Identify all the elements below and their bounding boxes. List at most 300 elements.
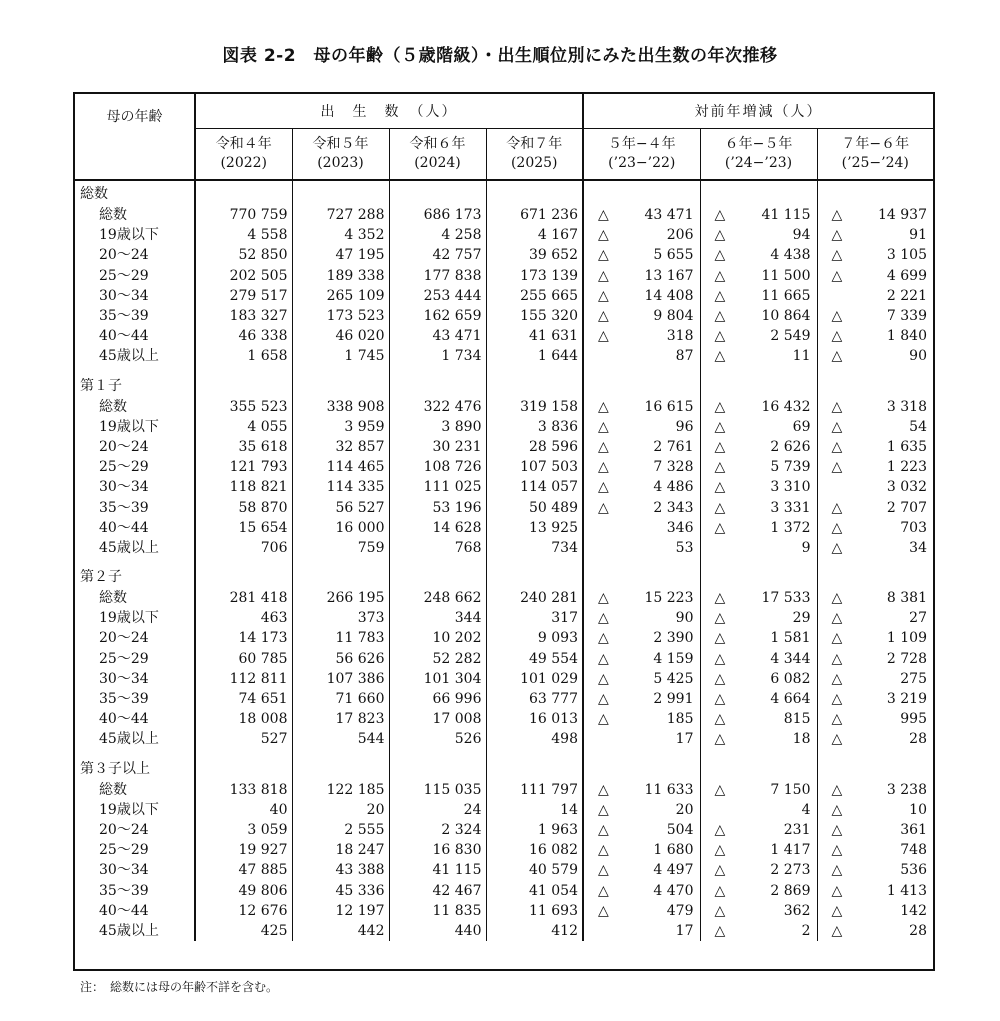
birth-count-cell: 279 517 (195, 286, 292, 306)
decrease-mark: △ (714, 630, 726, 647)
diff-value: 1 635 (886, 438, 927, 455)
decrease-mark: △ (831, 519, 843, 536)
table-row (75, 225, 933, 245)
diff-cell (817, 608, 933, 628)
diff-cell (583, 538, 700, 558)
birth-count-cell: 189 338 (292, 266, 389, 286)
diff-cell (700, 608, 817, 628)
birth-count-cell: 266 195 (292, 588, 389, 608)
birth-count-cell: 177 838 (389, 266, 486, 286)
birth-count-cell: 412 (486, 921, 583, 941)
birth-count-cell: 759 (292, 538, 389, 558)
diff-value: 185 (666, 711, 694, 728)
birth-count-cell: 3 059 (195, 820, 292, 840)
diff-cell (817, 588, 933, 608)
diff-value: 2 626 (770, 438, 811, 455)
table-row (75, 417, 933, 437)
birth-count-cell: 52 282 (389, 649, 486, 669)
table-row (75, 729, 933, 749)
decrease-mark: △ (714, 610, 726, 627)
decrease-mark: △ (831, 821, 843, 838)
diff-header: ６年−５年 (’24−’23) (700, 129, 817, 181)
diff-value: 318 (666, 328, 694, 345)
decrease-mark: △ (831, 328, 843, 345)
diff-value: 27 (909, 610, 927, 627)
decrease-mark: △ (598, 398, 609, 415)
decrease-mark: △ (598, 418, 609, 435)
diff-cell (700, 346, 817, 366)
diff-cell (583, 417, 700, 437)
birth-count-cell: 4 167 (486, 225, 583, 245)
diff-cell (583, 225, 700, 245)
decrease-mark: △ (598, 842, 609, 859)
birth-count-cell: 46 020 (292, 326, 389, 346)
diff-value: 2 728 (886, 650, 927, 667)
diff-value: 1 223 (886, 459, 927, 476)
decrease-mark: △ (831, 590, 843, 607)
diff-cell (817, 649, 933, 669)
birth-count-cell: 45 336 (292, 880, 389, 900)
diff-cell (583, 437, 700, 457)
diff-cell (700, 477, 817, 497)
decrease-mark: △ (714, 862, 726, 879)
decrease-mark: △ (714, 438, 726, 455)
row-label: 35〜39 (75, 497, 195, 517)
decrease-mark: △ (714, 842, 726, 859)
decrease-mark: △ (598, 781, 609, 798)
decrease-mark: △ (714, 418, 726, 435)
birth-count-cell: 183 327 (195, 306, 292, 326)
decrease-mark: △ (714, 590, 726, 607)
birth-count-cell: 19 927 (195, 840, 292, 860)
birth-count-cell: 4 055 (195, 417, 292, 437)
diff-cell (583, 588, 700, 608)
table-row (75, 649, 933, 669)
diff-cell (817, 497, 933, 517)
diff-cell (817, 437, 933, 457)
diff-cell (583, 266, 700, 286)
table-row (75, 709, 933, 729)
birth-count-cell: 111 797 (486, 780, 583, 800)
decrease-mark: △ (714, 821, 726, 838)
birth-count-cell: 43 471 (389, 326, 486, 346)
diff-value: 3 310 (770, 479, 811, 496)
diff-value: 1 581 (770, 630, 811, 647)
birth-count-cell: 56 626 (292, 649, 389, 669)
decrease-mark: △ (831, 267, 843, 284)
diff-cell (583, 457, 700, 477)
diff-value: 275 (900, 670, 927, 687)
diff-cell (700, 306, 817, 326)
diff-value: 16 432 (761, 398, 811, 415)
diff-cell (700, 921, 817, 941)
birth-count-cell: 42 467 (389, 880, 486, 900)
birth-count-cell: 255 665 (486, 286, 583, 306)
diff-value: 4 159 (653, 650, 694, 667)
diff-value: 4 438 (770, 247, 811, 264)
birth-count-cell: 133 818 (195, 780, 292, 800)
decrease-mark: △ (831, 348, 843, 365)
row-label: 40〜44 (75, 518, 195, 538)
diff-cell (700, 538, 817, 558)
diff-value: 41 115 (761, 207, 811, 224)
diff-cell (583, 306, 700, 326)
diff-value: 231 (783, 821, 811, 838)
page-title: 図表 2-2 母の年齢（５歳階級）・出生順位別にみた出生数の年次推移 (222, 46, 778, 66)
birth-count-cell: 463 (195, 608, 292, 628)
birth-count-cell: 2 324 (389, 820, 486, 840)
table-row (75, 346, 933, 366)
diff-value: 15 223 (644, 590, 694, 607)
row-label: 総数 (75, 205, 195, 225)
diff-value: 1 417 (770, 842, 811, 859)
birth-count-cell: 240 281 (486, 588, 583, 608)
diff-cell (817, 417, 933, 437)
table-row (75, 800, 933, 820)
decrease-mark: △ (714, 499, 726, 516)
diff-value: 8 381 (886, 590, 927, 607)
birth-count-cell: 50 489 (486, 497, 583, 517)
table-row (75, 205, 933, 225)
birth-count-cell: 107 386 (292, 669, 389, 689)
diff-value: 18 (792, 731, 811, 748)
decrease-mark: △ (714, 287, 726, 304)
decrease-mark: △ (831, 922, 843, 939)
diff-cell (583, 840, 700, 860)
diff-cell (817, 518, 933, 538)
table-row (75, 397, 933, 417)
diff-cell (700, 518, 817, 538)
age-column-header: 母の年齢 (75, 94, 195, 180)
diff-cell (583, 880, 700, 900)
birth-count-cell: 9 093 (486, 628, 583, 648)
diff-cell (817, 225, 933, 245)
diff-value: 14 937 (878, 207, 927, 224)
diff-cell (700, 669, 817, 689)
birth-count-cell: 770 759 (195, 205, 292, 225)
year-header: 令和５年 (2023) (292, 129, 389, 181)
diff-value: 2 869 (770, 882, 811, 899)
diff-cell (583, 780, 700, 800)
decrease-mark: △ (598, 479, 609, 496)
decrease-mark: △ (598, 328, 609, 345)
diff-value: 90 (909, 348, 927, 365)
birth-count-cell: 527 (195, 729, 292, 749)
year-header: 令和７年 (2025) (486, 129, 583, 181)
birth-count-cell: 14 628 (389, 518, 486, 538)
diff-value: 4 699 (886, 267, 927, 284)
diff-cell (817, 538, 933, 558)
diff-value: 346 (666, 519, 694, 536)
birth-count-cell: 248 662 (389, 588, 486, 608)
diff-cell (817, 205, 933, 225)
birth-count-cell: 101 304 (389, 669, 486, 689)
decrease-mark: △ (831, 398, 843, 415)
decrease-mark: △ (714, 691, 726, 708)
birth-count-cell: 74 651 (195, 689, 292, 709)
decrease-mark: △ (598, 308, 609, 325)
diff-value: 995 (900, 711, 927, 728)
decrease-mark: △ (598, 610, 609, 627)
diff-cell (817, 880, 933, 900)
diff-group-header: 対前年増減（人） (583, 94, 933, 129)
decrease-mark: △ (831, 207, 843, 224)
diff-cell (700, 286, 817, 306)
diff-cell (583, 245, 700, 265)
diff-value: 9 804 (653, 308, 694, 325)
decrease-mark: △ (598, 438, 609, 455)
table-row (75, 921, 933, 941)
birth-count-cell: 686 173 (389, 205, 486, 225)
birth-count-cell: 12 197 (292, 901, 389, 921)
decrease-mark: △ (714, 459, 726, 476)
diff-value: 96 (675, 418, 694, 435)
birth-count-cell: 111 025 (389, 477, 486, 497)
birth-count-cell: 253 444 (389, 286, 486, 306)
birth-count-cell: 40 (195, 800, 292, 820)
table-row (75, 780, 933, 800)
row-label: 35〜39 (75, 306, 195, 326)
decrease-mark: △ (714, 670, 726, 687)
decrease-mark: △ (598, 459, 609, 476)
diff-cell (583, 649, 700, 669)
decrease-mark: △ (831, 459, 843, 476)
diff-cell (700, 901, 817, 921)
diff-value: 17 (675, 922, 694, 939)
row-label: 20〜24 (75, 820, 195, 840)
row-label: 30〜34 (75, 286, 195, 306)
birth-count-cell: 11 783 (292, 628, 389, 648)
birth-count-cell: 11 835 (389, 901, 486, 921)
birth-count-cell: 41 631 (486, 326, 583, 346)
decrease-mark: △ (714, 267, 726, 284)
decrease-mark: △ (598, 882, 609, 899)
birth-count-cell: 4 258 (389, 225, 486, 245)
decrease-mark: △ (598, 227, 609, 244)
diff-cell (583, 397, 700, 417)
diff-cell (583, 669, 700, 689)
row-label: 35〜39 (75, 880, 195, 900)
diff-value: 2 (801, 922, 811, 939)
table-row (75, 437, 933, 457)
birth-count-cell: 24 (389, 800, 486, 820)
diff-cell (700, 649, 817, 669)
birth-count-cell: 28 596 (486, 437, 583, 457)
row-label: 25〜29 (75, 649, 195, 669)
diff-cell (583, 608, 700, 628)
birth-count-cell: 114 465 (292, 457, 389, 477)
birth-count-cell: 355 523 (195, 397, 292, 417)
table-row (75, 245, 933, 265)
diff-cell (583, 800, 700, 820)
birth-count-cell: 281 418 (195, 588, 292, 608)
diff-cell (700, 628, 817, 648)
birth-count-cell: 3 890 (389, 417, 486, 437)
birth-count-cell: 53 196 (389, 497, 486, 517)
table-row (75, 477, 933, 497)
row-label: 20〜24 (75, 245, 195, 265)
row-label: 19歳以下 (75, 800, 195, 820)
birth-count-cell: 121 793 (195, 457, 292, 477)
diff-cell (583, 729, 700, 749)
diff-value: 3 032 (886, 479, 927, 496)
diff-value: 4 344 (770, 650, 811, 667)
diff-cell (817, 800, 933, 820)
diff-cell (583, 518, 700, 538)
diff-value: 87 (675, 348, 694, 365)
diff-value: 4 497 (653, 862, 694, 879)
decrease-mark: △ (831, 630, 843, 647)
birth-count-cell: 265 109 (292, 286, 389, 306)
diff-cell (817, 820, 933, 840)
table-row (75, 689, 933, 709)
diff-value: 2 221 (886, 287, 927, 304)
section-header-row (75, 180, 933, 205)
diff-value: 3 238 (886, 781, 927, 798)
birth-count-cell: 706 (195, 538, 292, 558)
birth-count-cell: 18 247 (292, 840, 389, 860)
birth-count-cell: 498 (486, 729, 583, 749)
diff-value: 4 486 (653, 479, 694, 496)
birth-count-cell: 768 (389, 538, 486, 558)
diff-cell (700, 266, 817, 286)
birth-count-cell: 58 870 (195, 497, 292, 517)
birth-count-cell: 14 (486, 800, 583, 820)
birth-count-cell: 526 (389, 729, 486, 749)
decrease-mark: △ (831, 418, 843, 435)
birth-count-cell: 1 734 (389, 346, 486, 366)
birth-count-cell: 4 352 (292, 225, 389, 245)
diff-cell (583, 497, 700, 517)
diff-value: 2 343 (653, 499, 694, 516)
decrease-mark: △ (831, 691, 843, 708)
diff-cell (700, 437, 817, 457)
birth-count-cell: 1 745 (292, 346, 389, 366)
diff-cell (700, 689, 817, 709)
diff-cell (583, 628, 700, 648)
birth-count-cell: 16 013 (486, 709, 583, 729)
diff-cell (817, 729, 933, 749)
decrease-mark: △ (831, 731, 843, 748)
diff-value: 9 (801, 539, 811, 556)
diff-cell (700, 709, 817, 729)
birth-count-cell: 41 115 (389, 860, 486, 880)
decrease-mark: △ (831, 650, 843, 667)
decrease-mark: △ (714, 519, 726, 536)
diff-value: 1 840 (886, 328, 927, 345)
decrease-mark: △ (831, 670, 843, 687)
table-row (75, 588, 933, 608)
birth-count-cell: 35 618 (195, 437, 292, 457)
birth-count-cell: 46 338 (195, 326, 292, 346)
diff-cell (817, 306, 933, 326)
birth-count-cell: 40 579 (486, 860, 583, 880)
diff-value: 69 (792, 418, 811, 435)
diff-cell (700, 457, 817, 477)
birth-count-cell: 14 173 (195, 628, 292, 648)
table-row (75, 457, 933, 477)
birth-count-cell: 66 996 (389, 689, 486, 709)
row-label: 40〜44 (75, 901, 195, 921)
birth-count-cell: 16 000 (292, 518, 389, 538)
birth-count-cell: 42 757 (389, 245, 486, 265)
diff-value: 142 (900, 902, 927, 919)
diff-value: 2 390 (653, 630, 694, 647)
diff-value: 14 408 (644, 287, 694, 304)
footnote: 注： 総数には母の年齢不詳を含む。 (80, 980, 279, 994)
decrease-mark: △ (598, 247, 609, 264)
diff-value: 5 739 (770, 459, 811, 476)
diff-value: 7 328 (653, 459, 694, 476)
section-label: 第１子 (75, 373, 195, 397)
diff-cell (700, 497, 817, 517)
birth-count-cell: 115 035 (389, 780, 486, 800)
decrease-mark: △ (831, 801, 843, 818)
diff-cell (700, 417, 817, 437)
diff-value: 5 425 (653, 670, 694, 687)
diff-value: 2 991 (653, 691, 694, 708)
decrease-mark: △ (714, 348, 726, 365)
row-label: 40〜44 (75, 326, 195, 346)
table-row (75, 518, 933, 538)
decrease-mark: △ (714, 902, 726, 919)
birth-count-cell: 734 (486, 538, 583, 558)
diff-cell (700, 397, 817, 417)
diff-cell (700, 780, 817, 800)
birth-count-cell: 1 644 (486, 346, 583, 366)
decrease-mark: △ (714, 711, 726, 728)
diff-cell (700, 820, 817, 840)
row-label: 30〜34 (75, 860, 195, 880)
decrease-mark: △ (831, 842, 843, 859)
diff-value: 43 471 (644, 207, 694, 224)
diff-value: 361 (900, 821, 927, 838)
diff-value: 11 (792, 348, 811, 365)
diff-value: 10 (909, 801, 927, 818)
diff-value: 4 (801, 801, 811, 818)
section-label: 第２子 (75, 564, 195, 588)
decrease-mark: △ (714, 922, 726, 939)
birth-count-cell: 338 908 (292, 397, 389, 417)
birth-count-cell: 17 823 (292, 709, 389, 729)
diff-value: 7 150 (770, 781, 811, 798)
birth-count-cell: 112 811 (195, 669, 292, 689)
birth-count-cell: 17 008 (389, 709, 486, 729)
birth-count-cell: 122 185 (292, 780, 389, 800)
table-row (75, 840, 933, 860)
section-header-row (75, 373, 933, 397)
diff-value: 1 372 (770, 519, 811, 536)
table-row (75, 306, 933, 326)
table-row (75, 497, 933, 517)
row-label: 30〜34 (75, 477, 195, 497)
decrease-mark: △ (831, 227, 843, 244)
decrease-mark: △ (714, 479, 726, 496)
birth-count-cell: 49 806 (195, 880, 292, 900)
diff-cell (817, 860, 933, 880)
birth-count-cell: 15 654 (195, 518, 292, 538)
row-label: 45歳以上 (75, 921, 195, 941)
diff-cell (817, 266, 933, 286)
diff-value: 2 761 (653, 438, 694, 455)
diff-value: 11 665 (761, 287, 811, 304)
diff-header: ５年−４年 (’23−’22) (583, 129, 700, 181)
diff-cell (817, 286, 933, 306)
birth-count-cell: 440 (389, 921, 486, 941)
decrease-mark: △ (831, 438, 843, 455)
diff-value: 3 105 (886, 247, 927, 264)
table-body (75, 180, 933, 941)
